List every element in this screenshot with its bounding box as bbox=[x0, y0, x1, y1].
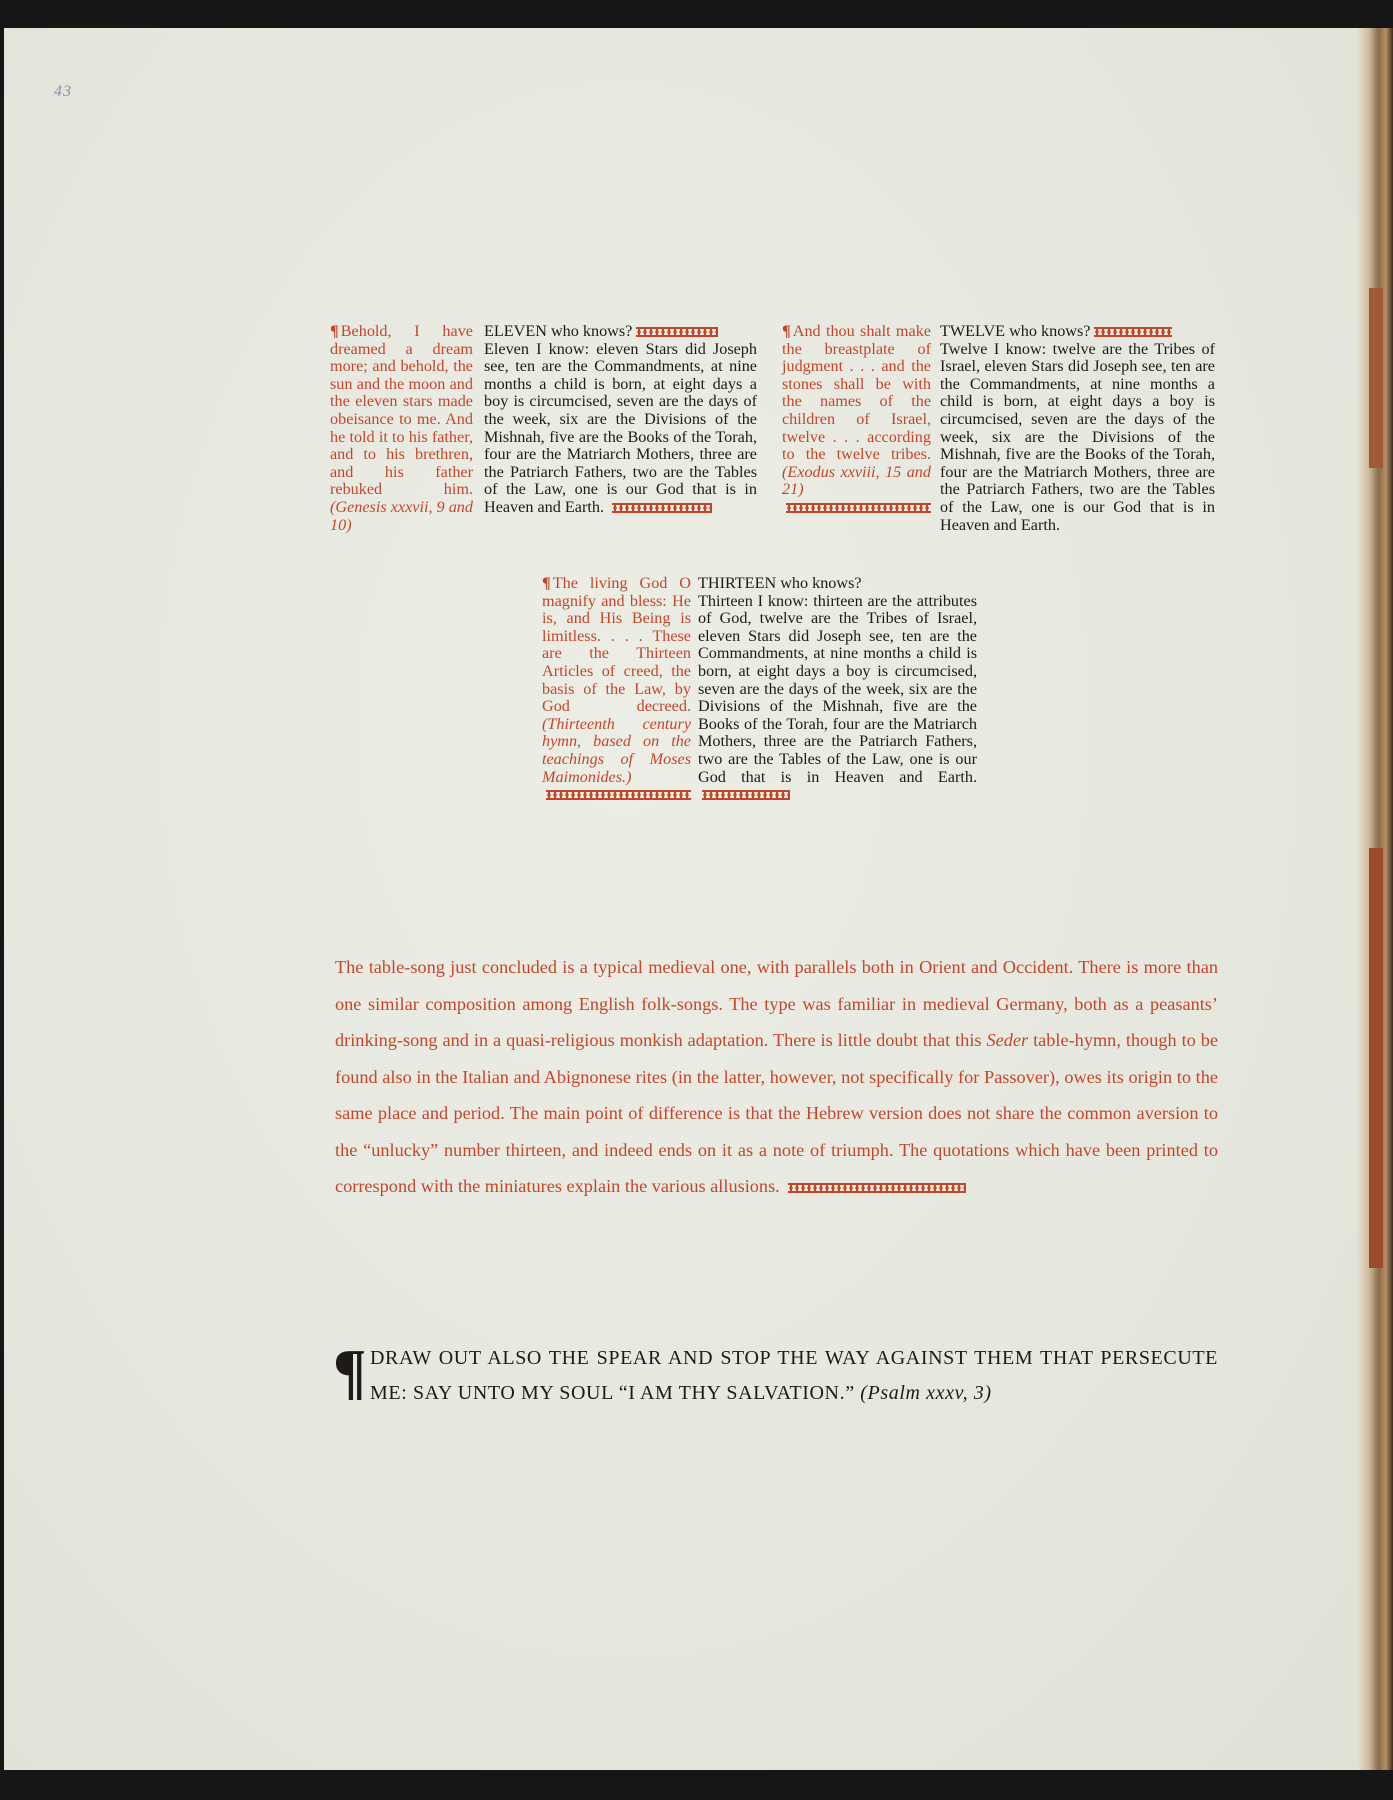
ornament-border bbox=[1094, 327, 1172, 337]
commentary-text-part2: table-hymn, though to be found also in the Italian and Abignonese rites (in the latter, however, not specifically for Passover), owes its origin to the same place and period. The main point of difference is that the Hebrew version does not share the common aversion to the “unlucky” number thirteen, and indeed ends on it as a note of triumph. The quotations which have been printed to correspond with the miniatures explain the various allusions. bbox=[335, 1030, 1218, 1196]
thirteen-side-text: The living God O magnify and bless: He is, and His Being is limitless. . . . These are the Thirteen Articles of creed, the basis of the Law, by God decreed. bbox=[542, 574, 691, 716]
eleven-side-note bbox=[330, 323, 473, 534]
commentary-text-part1: The table-song just concluded is a typical medieval one, with parallels both in Orient and Occident. There is more than one similar composition among English folk-songs. The type was familiar in medieval Germany, both as a peasants’ drinking-song and in a quasi-religious monkish adaptation. There is little doubt that this bbox=[335, 957, 1218, 1050]
ornament-border bbox=[612, 503, 712, 513]
twelve-verse bbox=[940, 323, 1215, 534]
eleven-verse bbox=[484, 323, 757, 517]
commentary-seder-word: Seder bbox=[986, 1030, 1029, 1050]
ornament-border bbox=[702, 790, 790, 800]
ornament-border bbox=[786, 503, 931, 513]
eleven-side-reference: (Genesis xxxvii, 9 and 10) bbox=[330, 497, 473, 534]
eleven-side-text: Behold, I have dreamed a dream more; and behold, the sun and the moon and the eleven stars made obeisance to me. And he told it to his father, and to his brethren, and his father rebuked him. bbox=[330, 322, 473, 499]
thirteen-side-reference: (Thirteenth century hymn, based on the teachings of Moses Maimonides.) bbox=[542, 714, 691, 786]
pilcrow-mark: ¶ bbox=[782, 322, 791, 340]
twelve-side-reference: (Exodus xxviii, 15 and 21) bbox=[782, 462, 931, 499]
facing-page-illumination bbox=[1369, 848, 1383, 1268]
ornament-border bbox=[788, 1183, 966, 1193]
thirteen-side-note bbox=[542, 575, 691, 804]
eleven-body: Eleven I know: eleven Stars did Joseph see, ten are the Commandments, at nine months a child is born, at eight days a boy is circumcised, seven are the days of the week, six are the Divisions of the Mishnah, five are the Books of the Torah, four are the Matriarch Mothers, three are the Patriarch Fathers, two are the Tables of the Law, one is our God that is in Heaven and Earth. bbox=[484, 339, 757, 516]
twelve-body: Twelve I know: twelve are the Tribes of Israel, eleven Stars did Joseph see, ten are the Commandments, at nine months a child is born, at eight days a boy is circumcised, seven are the days of the week, six are the Divisions of the Mishnah, five are the Books of the Torah, four are the Matriarch Mothers, three are the Patriarch Fathers, two are the Tables of the Law, one is our God that is in Heaven and Earth. bbox=[940, 339, 1215, 534]
facing-page-edge bbox=[1357, 28, 1393, 1770]
book-page bbox=[4, 28, 1379, 1770]
facing-page-illumination bbox=[1369, 288, 1383, 468]
pilcrow-mark: ¶ bbox=[542, 574, 551, 592]
twelve-side-text: And thou shalt make the breastplate of judgment . . . and the stones shall be with the names of the children of Israel, twelve . . . according to the twelve tribes. bbox=[782, 322, 931, 464]
psalm-quote-text: DRAW OUT ALSO THE SPEAR AND STOP THE WAY AGAINST THEM THAT PERSECUTE ME: SAY UNTO MY SOUL “I AM THY SALVATION.” bbox=[370, 1347, 1218, 1404]
eleven-heading: ELEVEN who knows? bbox=[484, 323, 757, 341]
ornament-border bbox=[546, 790, 691, 800]
twelve-heading: TWELVE who knows? bbox=[940, 323, 1215, 341]
pilcrow-mark: ¶ bbox=[330, 322, 339, 340]
folio-number: 43 bbox=[54, 83, 72, 100]
thirteen-heading: THIRTEEN who knows? bbox=[698, 574, 862, 592]
thirteen-verse bbox=[698, 575, 977, 804]
psalm-reference: (Psalm xxxv, 3) bbox=[860, 1382, 992, 1404]
ornament-border bbox=[636, 327, 718, 337]
twelve-side-note bbox=[782, 323, 931, 517]
commentary-paragraph bbox=[335, 949, 1218, 1205]
large-pilcrow-mark: ¶ bbox=[333, 1338, 368, 1406]
psalm-quotation bbox=[333, 1338, 1218, 1411]
thirteen-body: Thirteen I know: thirteen are the attributes of God, twelve are the Tribes of Israel, eleven Stars did Joseph see, ten are the Commandments, at nine months a child is born, at eight days a boy is circumcised, seven are the days of the week, six are the Divisions of the Mishnah, five are the Books of the Torah, four are the Matriarch Mothers, three are the Patriarch Fathers, two are the Tables of the Law, one is our God that is in Heaven and Earth. bbox=[698, 591, 977, 786]
